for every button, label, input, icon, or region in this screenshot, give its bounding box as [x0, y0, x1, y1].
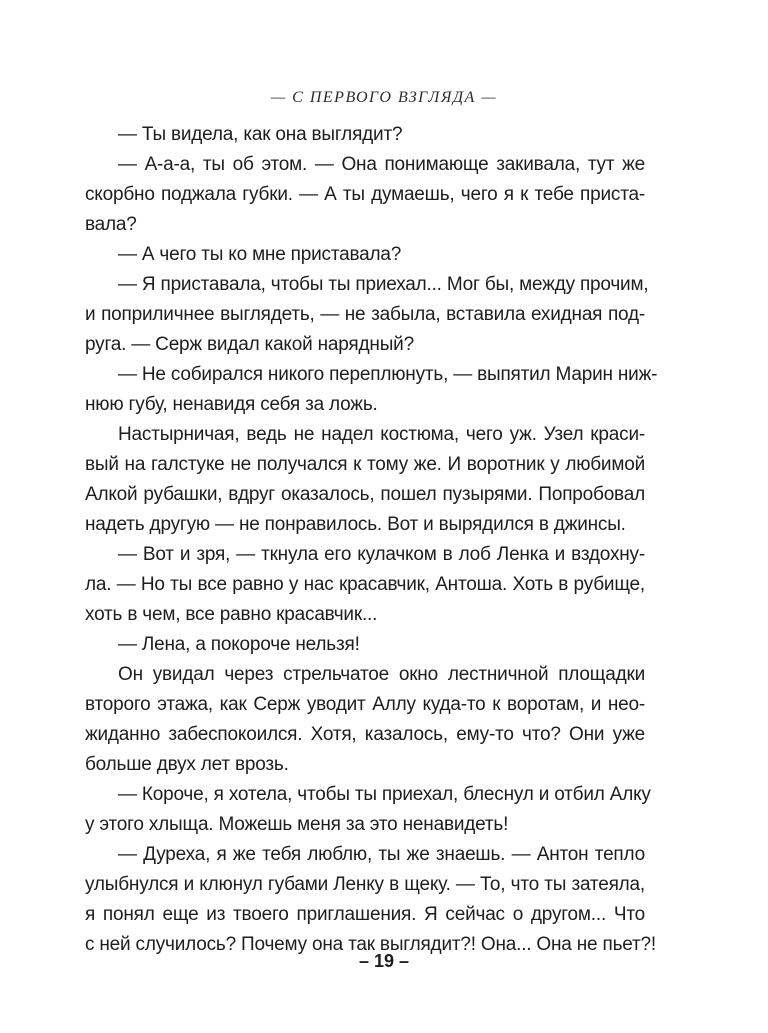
text-line: — Короче, я хотела, чтобы ты приехал, блеснул и отбил Алку — [118, 784, 651, 805]
text-line: вала? — [85, 214, 137, 235]
text-line: нюю губу, ненавидя себя за ложь. — [85, 394, 378, 415]
text-line: — А чего ты ко мне приставала? — [118, 244, 402, 265]
text-line: больше двух лет врозь. — [85, 754, 289, 775]
text-line: с ней случилось? Почему она так выглядит?! Она... Она не пьет?! — [85, 934, 656, 955]
text-line: Алкой рубашки, вдруг оказалось, пошел пузырями. Попробовал — [85, 484, 645, 505]
text-line: ла. — Но ты все равно у нас красавчик, Антоша. Хоть в рубище, — [85, 574, 645, 595]
text-line: — А-а-а, ты об этом. — Она понимающе закивала, тут же — [118, 154, 645, 175]
text-line: — Ты видела, как она выглядит? — [118, 124, 403, 145]
text-line: вый на галстуке не получался к тому же. И воротник у любимой — [85, 454, 645, 475]
text-line: и поприличнее выглядеть, — не забыла, вставила ехидная под- — [85, 304, 645, 325]
text-line: — Не собирался никого переплюнуть, — выпятил Марин ниж- — [118, 364, 658, 385]
text-line: — Дуреха, я же тебя люблю, ты же знаешь. — Антон тепло — [118, 844, 645, 865]
text-line: жиданно забеспокоился. Хотя, казалось, ему-то что? Они уже — [85, 724, 645, 745]
text-line: руга. — Серж видал какой нарядный? — [85, 334, 414, 355]
text-line: у этого хлыща. Можешь меня за это ненавидеть! — [85, 814, 509, 835]
text-line: — Вот и зря, — ткнула его кулачком в лоб Ленка и вздохну- — [118, 544, 645, 565]
text-line: второго этажа, как Серж уводит Аллу куда-то к воротам, и нео- — [85, 694, 645, 715]
text-line: скорбно поджала губки. — А ты думаешь, чего я к тебе приста- — [85, 184, 645, 205]
text-line: Настырничая, ведь не надел костюма, чего уж. Узел краси- — [118, 424, 645, 445]
text-line: хоть в чем, все равно красавчик... — [85, 604, 378, 625]
text-line: надеть другую — не понравилось. Вот и вырядился в джинсы. — [85, 514, 626, 535]
text-line: Он увидал через стрельчатое окно лестничной площадки — [118, 664, 645, 685]
text-line: — Я приставала, чтобы ты приехал... Мог бы, между прочим, — [118, 274, 649, 295]
running-header: — С ПЕРВОГО ВЗГЛЯДА — — [270, 89, 498, 106]
page-number: – 19 – — [358, 951, 410, 971]
body-text — [85, 120, 658, 960]
text-line: я понял еще из твоего приглашения. Я сейчас о другом... Что — [85, 904, 645, 925]
text-line: улыбнулся и клюнул губами Ленку в щеку. — То, что ты затеяла, — [85, 874, 645, 895]
text-line: — Лена, а покороче нельзя! — [118, 634, 360, 655]
